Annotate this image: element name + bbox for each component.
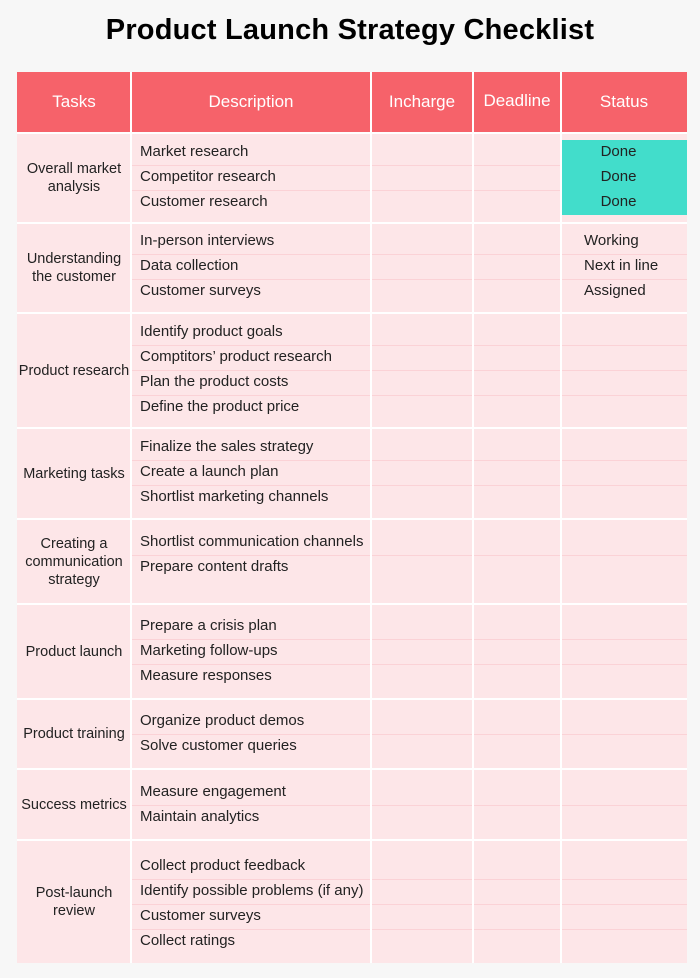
row-divider — [131, 460, 687, 461]
task-description: Finalize the sales strategy — [140, 438, 314, 455]
header-divider — [17, 132, 687, 134]
row-divider — [131, 254, 687, 255]
task-description: Marketing follow-ups — [140, 642, 278, 659]
row-divider — [131, 805, 687, 806]
row-divider — [131, 734, 687, 735]
task-label: Product training — [23, 726, 125, 742]
task-description: Create a launch plan — [140, 463, 279, 480]
header-tasks: Tasks — [52, 92, 96, 111]
row-divider — [131, 279, 687, 280]
task-description: Data collection — [140, 257, 239, 274]
task-description: Maintain analytics — [140, 808, 260, 825]
task-label: Overall market analysis — [26, 161, 122, 195]
task-description: Customer surveys — [140, 907, 261, 924]
task-description: Shortlist communication channels — [140, 533, 364, 550]
task-description: Identify product goals — [140, 323, 283, 340]
task-label: Understanding the customer — [26, 251, 122, 285]
row-divider — [131, 639, 687, 640]
task-description: Shortlist marketing channels — [140, 488, 329, 505]
status-value: Next in line — [584, 257, 659, 274]
task-description: Collect product feedback — [140, 857, 306, 874]
header-status: Status — [599, 92, 649, 111]
task-label: Product research — [18, 362, 130, 379]
task-description: Competitor research — [140, 168, 276, 185]
task-description: Plan the product costs — [140, 373, 289, 390]
task-label: Creating a communication strategy — [25, 535, 123, 588]
status-value: Done — [600, 168, 637, 185]
task-description: Collect ratings — [140, 932, 236, 949]
task-description: Prepare a crisis plan — [140, 617, 277, 634]
status-value: Done — [600, 193, 637, 210]
task-label: Marketing tasks — [23, 465, 125, 482]
task-description: Customer research — [140, 193, 268, 210]
header-deadline: Deadline — [483, 91, 551, 110]
task-description: Solve customer queries — [140, 737, 297, 754]
column-divider — [472, 72, 474, 963]
task-description: Market research — [140, 143, 249, 160]
row-divider — [131, 395, 687, 396]
task-description: Comptitors’ product research — [140, 348, 333, 365]
header-incharge: Incharge — [388, 92, 456, 111]
task-description: Identify possible problems (if any) — [140, 882, 364, 899]
task-description: Measure engagement — [140, 783, 286, 800]
row-divider — [131, 929, 687, 930]
task-description: Define the product price — [140, 398, 300, 415]
status-value: Assigned — [584, 282, 646, 299]
column-divider — [130, 72, 132, 963]
task-label: Product launch — [25, 643, 123, 660]
row-divider — [131, 370, 687, 371]
row-divider — [131, 904, 687, 905]
task-label: Post-launch review — [35, 885, 113, 919]
task-description: In-person interviews — [140, 232, 275, 249]
row-divider — [131, 879, 687, 880]
task-description: Measure responses — [140, 667, 272, 684]
page-title: Product Launch Strategy Checklist — [105, 14, 595, 46]
status-value: Done — [600, 143, 637, 160]
column-divider — [370, 72, 372, 963]
table-header — [17, 72, 687, 132]
task-description: Organize product demos — [140, 712, 305, 729]
task-description: Prepare content drafts — [140, 558, 289, 575]
column-divider — [560, 72, 562, 963]
status-value: Working — [584, 232, 639, 249]
task-description: Customer surveys — [140, 282, 261, 299]
header-description: Description — [208, 92, 294, 111]
row-divider — [131, 664, 687, 665]
row-divider — [131, 345, 687, 346]
row-divider — [131, 485, 687, 486]
row-divider — [131, 555, 687, 556]
task-label: Success metrics — [21, 796, 127, 813]
